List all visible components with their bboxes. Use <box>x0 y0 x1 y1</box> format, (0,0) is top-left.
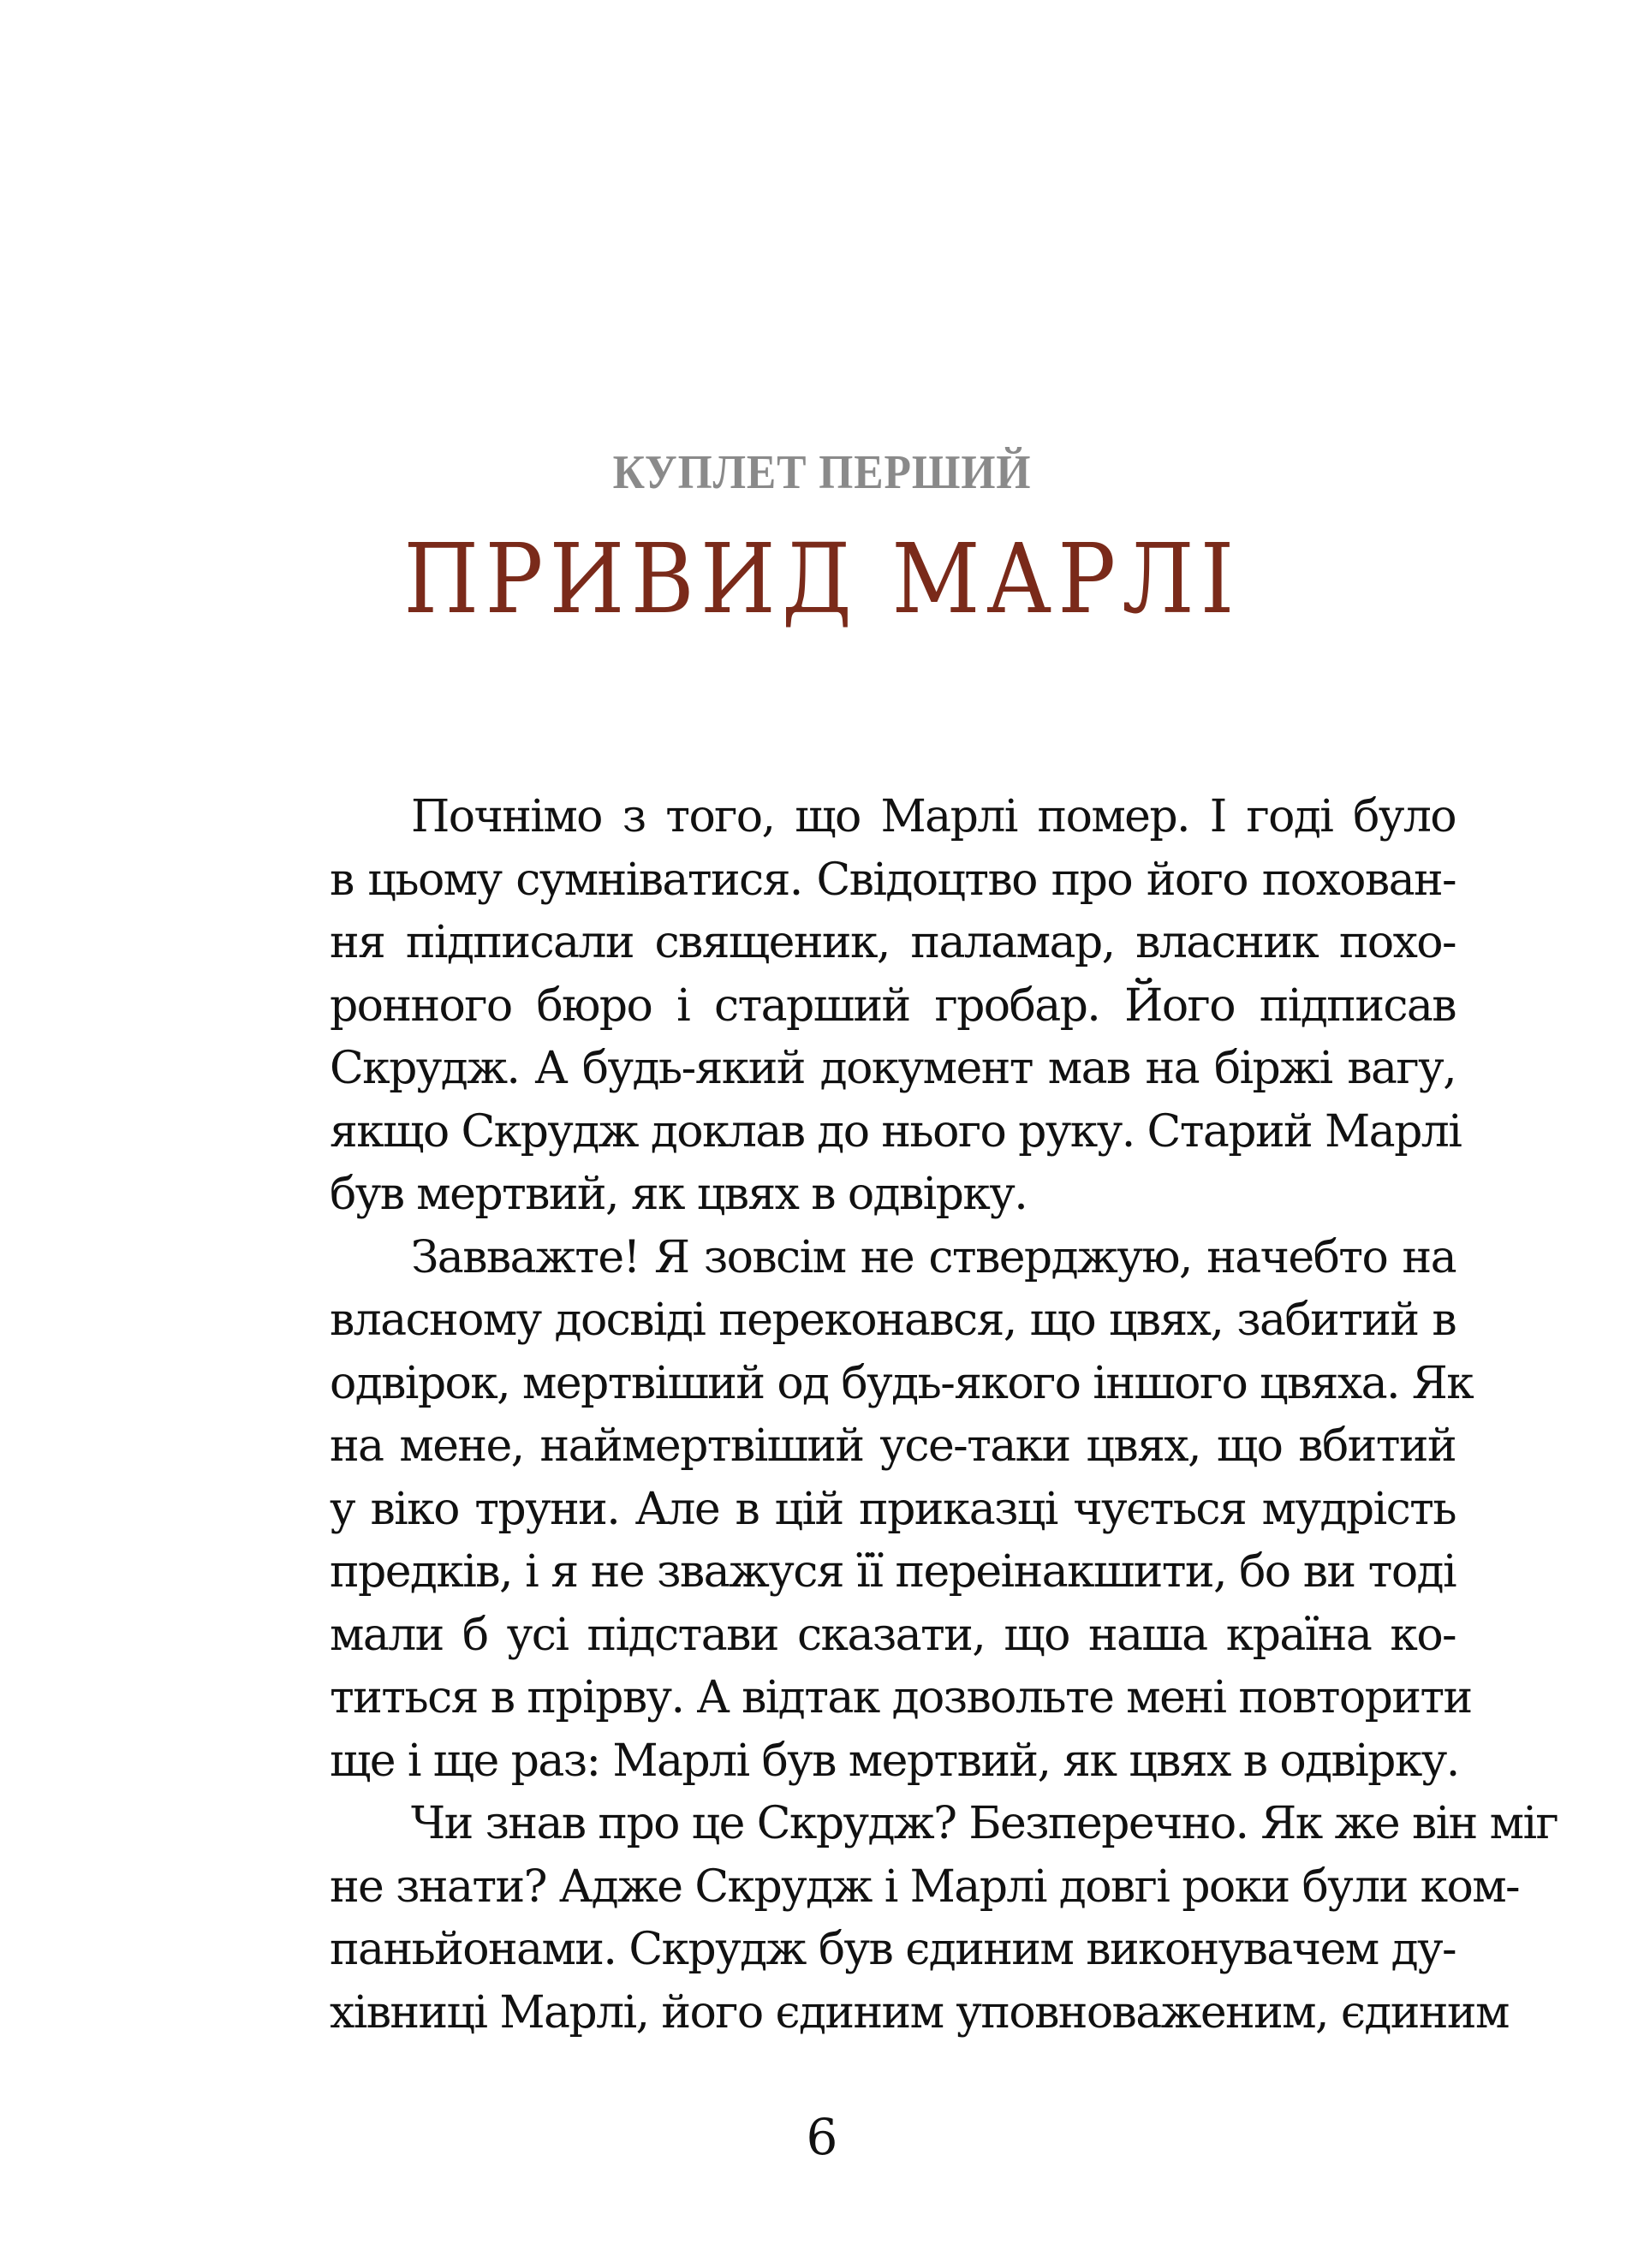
text-line: ще і ще раз: Марлі був мертвий, як цвях в одвірку. <box>330 1735 1459 1787</box>
text-line: титься в прірву. А відтак дозвольте мені повторити <box>330 1672 1472 1723</box>
paragraph-2 <box>248 1227 1474 1794</box>
text-line: у віко труни. Але в цій приказці чується мудрість <box>330 1483 1456 1535</box>
text-line: мали б усі підстави сказати, що наша країна ко- <box>330 1609 1456 1661</box>
text-line: хівниці Марлі, його єдиним уповноваженим, єдиним <box>330 1986 1509 2039</box>
text-line: Почнімо з того, що Марлі помер. І годі було <box>411 791 1456 842</box>
text-line: ронного бюро і старший гробар. Його підписав <box>330 979 1456 1032</box>
text-line: ня підписали священик, паламар, власник похо- <box>330 917 1456 968</box>
text-line: не знати? Адже Скрудж і Марлі довгі роки були ком- <box>330 1860 1520 1913</box>
text-line: Завважте! Я зовсім не стверджую, начебто на <box>411 1231 1456 1283</box>
text-line: предків, і я не зважуся її переінакшити, бо ви тоді <box>330 1546 1456 1598</box>
chapter-title: ПРИВИД МАРЛІ <box>403 524 1241 635</box>
text-line: в цьому сумніватися. Свідоцтво про його похован- <box>330 854 1456 906</box>
chapter-label: КУПЛЕТ ПЕРШИЙ <box>612 446 1032 499</box>
text-line: паньйонами. Скрудж був єдиним виконувачем ду- <box>330 1924 1456 1975</box>
text-line: Скрудж. А будь-який документ мав на біржі вагу, <box>330 1043 1456 1094</box>
text-line: був мертвий, як цвях в одвірку. <box>330 1169 1028 1220</box>
paragraph-1 <box>248 786 1462 1227</box>
text-line: одвірок, мертвіший од будь-якого іншого цвяха. Як <box>330 1357 1474 1409</box>
text-line: Чи знав про це Скрудж? Безперечно. Як же він міг <box>411 1798 1558 1849</box>
text-line: якщо Скрудж доклав до нього руку. Старий Марлі <box>330 1105 1462 1158</box>
page-number: 6 <box>806 2108 838 2166</box>
text-line: на мене, наймертвіший усе-таки цвях, що вбитий <box>330 1420 1456 1472</box>
paragraph-3 <box>248 1793 1558 2045</box>
text-line: власному досвіді переконався, що цвях, забитий в <box>330 1295 1456 1346</box>
body-text <box>248 786 1558 2045</box>
